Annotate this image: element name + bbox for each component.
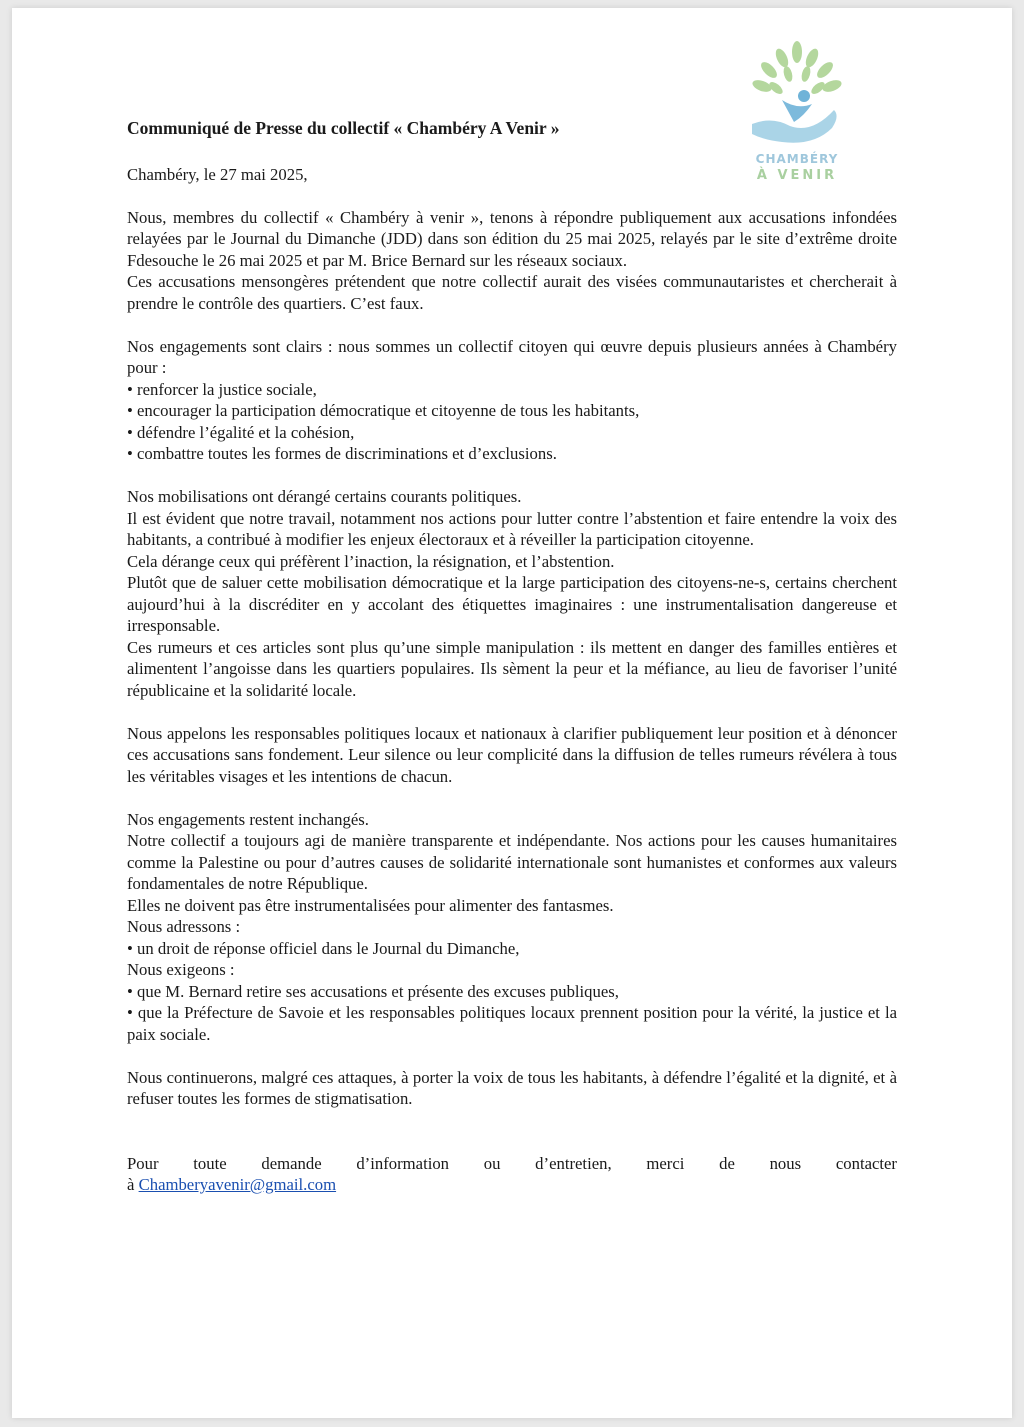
paragraph-line: Nous exigeons : bbox=[127, 960, 235, 979]
paragraph-line: Elles ne doivent pas être instrumentalisées pour alimenter des fantasmes. bbox=[127, 895, 614, 915]
list-item: • que M. Bernard retire ses accusations et présente des excuses publiques, bbox=[127, 981, 897, 1003]
contact-paragraph bbox=[127, 1153, 897, 1196]
paragraph-line: Notre collectif a toujours agi de manière transparente et indépendante. Nos actions pour les causes humanitaires comme la Palestine ou pour d’autres causes de solidarité internationale sont humanistes et conformes aux valeurs fondamentales de notre République. bbox=[127, 831, 897, 893]
paragraph-line: Plutôt que de saluer cette mobilisation démocratique et la large participation des citoyens-ne-s, certains cherchent aujourd’hui à la discréditer en y accolant des étiquettes imaginaires : une instrumentalisation dangereuse et irresponsable. bbox=[127, 573, 897, 635]
document-page bbox=[12, 8, 1012, 1418]
paragraph-inchanges bbox=[127, 809, 897, 1046]
press-release-title: Communiqué de Presse du collectif « Chambéry A Venir » bbox=[127, 118, 560, 138]
press-release-body bbox=[127, 118, 897, 1196]
paragraph-engagements bbox=[127, 336, 897, 465]
paragraph-line: Ces accusations mensongères prétendent que notre collectif aurait des visées communautaristes et chercherait à prendre le contrôle des quartiers. C’est faux. bbox=[127, 272, 897, 313]
contact-prefix: à bbox=[127, 1175, 135, 1194]
list-item: • combattre toutes les formes de discriminations et d’exclusions. bbox=[127, 443, 897, 465]
list-item: • renforcer la justice sociale, bbox=[127, 379, 897, 401]
paragraph-line: Nos engagements sont clairs : nous sommes un collectif citoyen qui œuvre depuis plusieurs années à Chambéry pour : bbox=[127, 336, 897, 377]
logo-wordmark-line1: CHAMBÉRY bbox=[755, 152, 839, 166]
paragraph-mobilisations bbox=[127, 486, 897, 701]
list-item: • un droit de réponse officiel dans le Journal du Dimanche, bbox=[127, 938, 897, 960]
list-item: • défendre l’égalité et la cohésion, bbox=[127, 422, 897, 444]
paragraph-line: Nos engagements restent inchangés. bbox=[127, 809, 369, 829]
paragraph-response bbox=[127, 207, 897, 315]
paragraph-appel: Nous appelons les responsables politiques locaux et nationaux à clarifier publiquement leur position et à dénoncer ces accusations sans fondement. Leur silence ou leur complicité dans la diffusion de telles rumeurs révélera à tous les véritables visages et les intentions de chacun. bbox=[127, 723, 897, 786]
logo-wordmark-line2: À VENIR bbox=[756, 168, 838, 183]
contact-email-link[interactable]: Chamberyavenir@gmail.com bbox=[138, 1175, 337, 1194]
paragraph-line: Nos mobilisations ont dérangé certains courants politiques. bbox=[127, 487, 522, 506]
paragraph-line: Ces rumeurs et ces articles sont plus qu’une simple manipulation : ils mettent en danger des familles entières et alimentent l’angoisse dans les quartiers populaires. Ils sèment la peur et la méfiance, au lieu de favoriser l’unité républicaine et la solidarité locale. bbox=[127, 637, 897, 700]
paragraph-line: Cela dérange ceux qui préfèrent l’inaction, la résignation, et l’abstention. bbox=[127, 551, 615, 571]
paragraph-line: Nous, membres du collectif « Chambéry à venir », tenons à répondre publiquement aux accusations infondées relayées par le Journal du Dimanche (JDD) dans son édition du 25 mai 2025, relayés par le site d’extrême droite Fdesouche le 26 mai 2025 et par M. Brice Bernard sur les réseaux sociaux. bbox=[127, 207, 897, 270]
list-item: • encourager la participation démocratique et citoyenne de tous les habitants, bbox=[127, 400, 897, 422]
list-item: • que la Préfecture de Savoie et les responsables politiques locaux prennent position pour la vérité, la justice et la paix sociale. bbox=[127, 1002, 897, 1045]
paragraph-line: Il est évident que notre travail, notamment nos actions pour lutter contre l’abstention et faire entendre la voix des habitants, a contribué à modifier les enjeux électoraux et à réveiller la participation citoyenne. bbox=[127, 508, 897, 549]
paragraph-conclusion: Nous continuerons, malgré ces attaques, à porter la voix de tous les habitants, à défendre l’égalité et la dignité, et à refuser toutes les formes de stigmatisation. bbox=[127, 1067, 897, 1108]
dateline: Chambéry, le 27 mai 2025, bbox=[127, 164, 308, 184]
paragraph-line: Nous adressons : bbox=[127, 917, 241, 936]
contact-line: Pour toute demande d’information ou d’entretien, merci de nous contacter bbox=[127, 1153, 897, 1173]
